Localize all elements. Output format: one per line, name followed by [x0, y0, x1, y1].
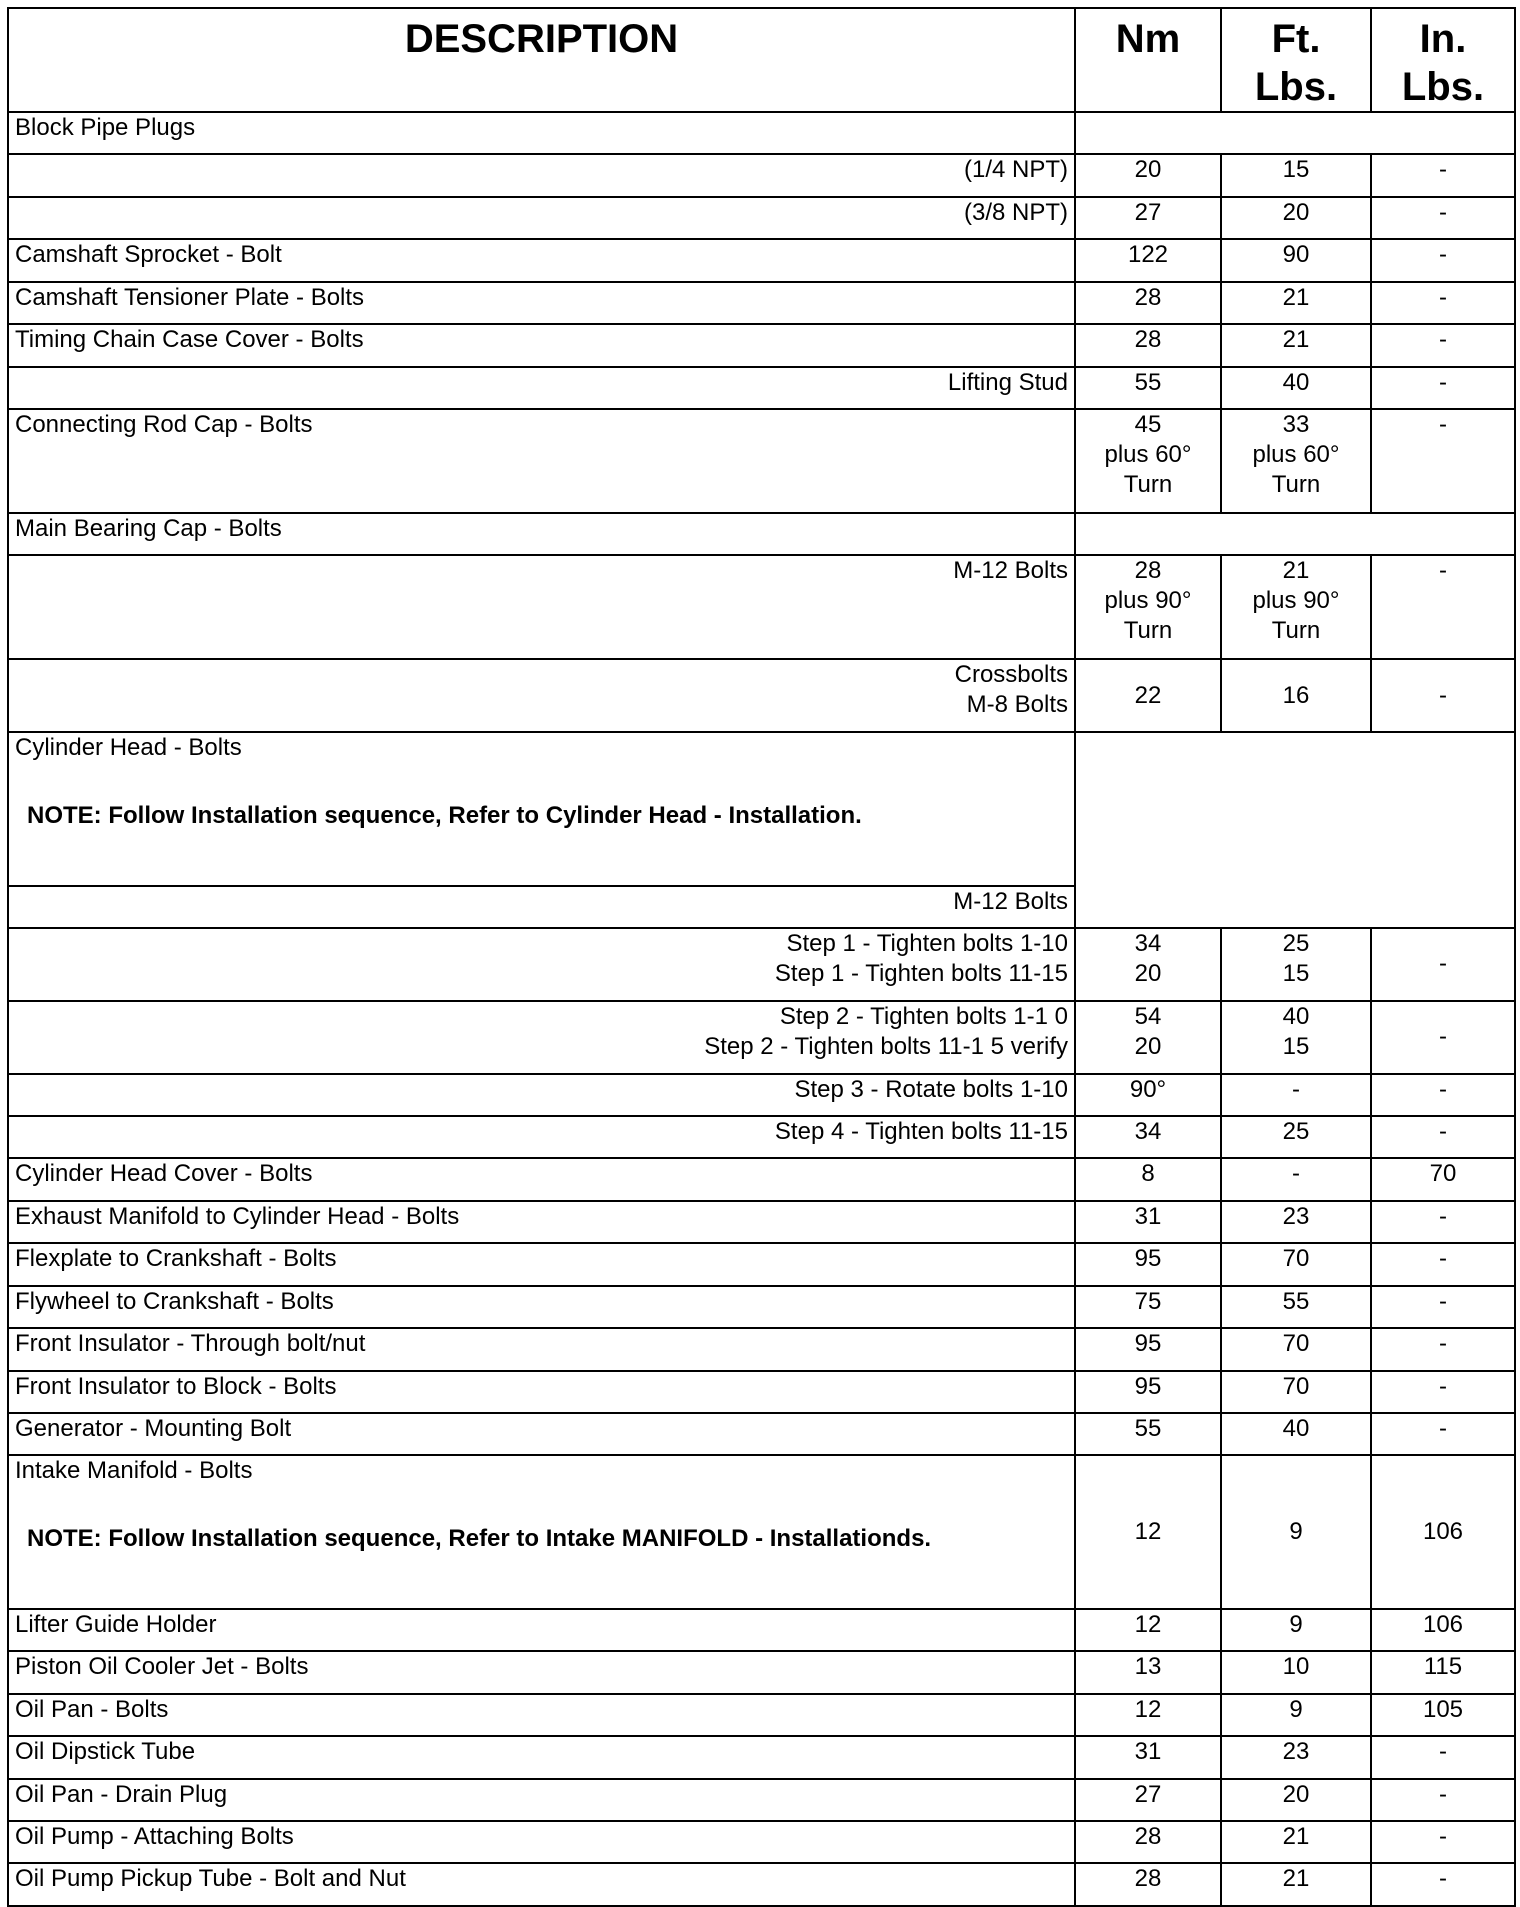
- nm-value: 28: [1075, 1863, 1221, 1906]
- nm-value: 28: [1075, 282, 1221, 324]
- table-row: [8, 282, 1515, 324]
- nm-value: 8: [1075, 1158, 1221, 1200]
- table-row: [8, 154, 1515, 196]
- row-description: Oil Pump Pickup Tube - Bolt and Nut: [8, 1863, 1075, 1906]
- table-row: [8, 555, 1515, 659]
- ft-lbs-value: 33 plus 60° Turn: [1221, 409, 1371, 513]
- table-row: [8, 1116, 1515, 1158]
- in-lbs-value: 70: [1371, 1158, 1515, 1200]
- table-row: [8, 1286, 1515, 1328]
- in-lbs-value: -: [1371, 1074, 1515, 1116]
- nm-value: 27: [1075, 1779, 1221, 1821]
- in-lbs-value: -: [1371, 1243, 1515, 1285]
- row-description: Generator - Mounting Bolt: [8, 1413, 1075, 1455]
- nm-value: 31: [1075, 1736, 1221, 1778]
- nm-value: 95: [1075, 1243, 1221, 1285]
- ft-lbs-value: 25: [1221, 1116, 1371, 1158]
- in-lbs-value: -: [1371, 1779, 1515, 1821]
- row-description: Crossbolts M-8 Bolts: [8, 659, 1075, 732]
- row-description: Piston Oil Cooler Jet - Bolts: [8, 1651, 1075, 1693]
- table-row: [8, 1074, 1515, 1116]
- nm-value: 28: [1075, 324, 1221, 366]
- row-description: Step 1 - Tighten bolts 1-10 Step 1 - Tighten bolts 11-15: [8, 928, 1075, 1001]
- in-lbs-value: -: [1371, 1286, 1515, 1328]
- ft-lbs-value: -: [1221, 1074, 1371, 1116]
- table-row: [8, 1158, 1515, 1200]
- cylinder-head-label: Cylinder Head - Bolts: [15, 734, 242, 762]
- row-description: Front Insulator - Through bolt/nut: [8, 1328, 1075, 1370]
- nm-value: 12: [1075, 1455, 1221, 1609]
- in-lbs-value: -: [1371, 1328, 1515, 1370]
- nm-value: 28: [1075, 1821, 1221, 1863]
- in-lbs-value: -: [1371, 1413, 1515, 1455]
- row-description: Camshaft Sprocket - Bolt: [8, 239, 1075, 281]
- nm-value: 12: [1075, 1694, 1221, 1736]
- header-row: [8, 8, 1515, 112]
- in-lbs-value: 106: [1371, 1455, 1515, 1609]
- in-lbs-value: 115: [1371, 1651, 1515, 1693]
- header-nm: Nm: [1075, 8, 1221, 112]
- table-row: [8, 1609, 1515, 1651]
- row-description: [8, 1455, 1075, 1609]
- table-row: [8, 197, 1515, 239]
- nm-value: 95: [1075, 1328, 1221, 1370]
- ft-lbs-value: 9: [1221, 1694, 1371, 1736]
- ft-lbs-value: 9: [1221, 1609, 1371, 1651]
- row-description: Step 4 - Tighten bolts 11-15: [8, 1116, 1075, 1158]
- table-row: [8, 659, 1515, 732]
- ft-lbs-value: -: [1221, 1158, 1371, 1200]
- empty-cell: [1075, 732, 1515, 928]
- ft-lbs-value: 9: [1221, 1455, 1371, 1609]
- table-row: [8, 1201, 1515, 1243]
- ft-lbs-value: 21 plus 90° Turn: [1221, 555, 1371, 659]
- nm-value: 122: [1075, 239, 1221, 281]
- in-lbs-value: -: [1371, 282, 1515, 324]
- in-lbs-value: -: [1371, 555, 1515, 659]
- row-description: Front Insulator to Block - Bolts: [8, 1371, 1075, 1413]
- table-row: [8, 1328, 1515, 1370]
- row-description: Flexplate to Crankshaft - Bolts: [8, 1243, 1075, 1285]
- in-lbs-value: -: [1371, 1863, 1515, 1906]
- table-row: [8, 732, 1515, 886]
- table-row: [8, 1001, 1515, 1074]
- ft-lbs-value: 70: [1221, 1328, 1371, 1370]
- row-description: Lifting Stud: [8, 367, 1075, 409]
- ft-lbs-value: 20: [1221, 1779, 1371, 1821]
- in-lbs-value: -: [1371, 928, 1515, 1001]
- ft-lbs-value: 16: [1221, 659, 1371, 732]
- in-lbs-value: -: [1371, 239, 1515, 281]
- nm-value: 34: [1075, 1116, 1221, 1158]
- row-description: Step 2 - Tighten bolts 1-1 0 Step 2 - Tighten bolts 11-1 5 verify: [8, 1001, 1075, 1074]
- nm-value: 28 plus 90° Turn: [1075, 555, 1221, 659]
- row-description: Oil Pump - Attaching Bolts: [8, 1821, 1075, 1863]
- ft-lbs-value: 40 15: [1221, 1001, 1371, 1074]
- row-description: Timing Chain Case Cover - Bolts: [8, 324, 1075, 366]
- intake-manifold-note: NOTE: Follow Installation sequence, Refer to Intake MANIFOLD - Installationds.: [27, 1525, 932, 1553]
- nm-value: 34 20: [1075, 928, 1221, 1001]
- ft-lbs-value: 90: [1221, 239, 1371, 281]
- in-lbs-value: 105: [1371, 1694, 1515, 1736]
- row-description: Oil Dipstick Tube: [8, 1736, 1075, 1778]
- ft-lbs-value: 21: [1221, 1821, 1371, 1863]
- nm-value: 12: [1075, 1609, 1221, 1651]
- torque-spec-table: [7, 7, 1516, 1907]
- table-row: [8, 239, 1515, 281]
- table-row: [8, 1371, 1515, 1413]
- in-lbs-value: 106: [1371, 1609, 1515, 1651]
- in-lbs-value: -: [1371, 1201, 1515, 1243]
- ft-lbs-value: 23: [1221, 1201, 1371, 1243]
- row-description: [8, 732, 1075, 886]
- table-row: [8, 513, 1515, 555]
- row-description: (3/8 NPT): [8, 197, 1075, 239]
- ft-lbs-value: 25 15: [1221, 928, 1371, 1001]
- ft-lbs-value: 40: [1221, 367, 1371, 409]
- nm-value: 22: [1075, 659, 1221, 732]
- ft-lbs-value: 40: [1221, 1413, 1371, 1455]
- in-lbs-value: -: [1371, 1371, 1515, 1413]
- row-description: (1/4 NPT): [8, 154, 1075, 196]
- header-description: DESCRIPTION: [8, 8, 1075, 112]
- ft-lbs-value: 23: [1221, 1736, 1371, 1778]
- nm-value: 75: [1075, 1286, 1221, 1328]
- row-description: Block Pipe Plugs: [8, 112, 1075, 154]
- nm-value: 31: [1075, 1201, 1221, 1243]
- nm-value: 54 20: [1075, 1001, 1221, 1074]
- ft-lbs-value: 21: [1221, 324, 1371, 366]
- ft-lbs-value: 21: [1221, 1863, 1371, 1906]
- row-description: Oil Pan - Bolts: [8, 1694, 1075, 1736]
- in-lbs-value: -: [1371, 1116, 1515, 1158]
- table-row: [8, 1736, 1515, 1778]
- table-row: [8, 409, 1515, 513]
- nm-value: 55: [1075, 367, 1221, 409]
- row-description: Camshaft Tensioner Plate - Bolts: [8, 282, 1075, 324]
- row-description: Lifter Guide Holder: [8, 1609, 1075, 1651]
- table-row: [8, 1651, 1515, 1693]
- nm-value: 90°: [1075, 1074, 1221, 1116]
- nm-value: 55: [1075, 1413, 1221, 1455]
- ft-lbs-value: 10: [1221, 1651, 1371, 1693]
- row-description: Main Bearing Cap - Bolts: [8, 513, 1075, 555]
- in-lbs-value: -: [1371, 197, 1515, 239]
- nm-value: 45 plus 60° Turn: [1075, 409, 1221, 513]
- in-lbs-value: -: [1371, 659, 1515, 732]
- in-lbs-value: -: [1371, 1821, 1515, 1863]
- row-description: Flywheel to Crankshaft - Bolts: [8, 1286, 1075, 1328]
- table-row: [8, 1243, 1515, 1285]
- table-row: [8, 324, 1515, 366]
- cylinder-head-note: NOTE: Follow Installation sequence, Refer to Cylinder Head - Installation.: [27, 802, 862, 830]
- ft-lbs-value: 20: [1221, 197, 1371, 239]
- in-lbs-value: -: [1371, 1001, 1515, 1074]
- in-lbs-value: -: [1371, 409, 1515, 513]
- table-row: [8, 1455, 1515, 1609]
- row-description: M-12 Bolts: [8, 886, 1075, 928]
- table-row: [8, 928, 1515, 1001]
- ft-lbs-value: 15: [1221, 154, 1371, 196]
- row-description: Cylinder Head Cover - Bolts: [8, 1158, 1075, 1200]
- row-description: Connecting Rod Cap - Bolts: [8, 409, 1075, 513]
- in-lbs-value: -: [1371, 154, 1515, 196]
- in-lbs-value: -: [1371, 367, 1515, 409]
- ft-lbs-value: 55: [1221, 1286, 1371, 1328]
- table-row: [8, 112, 1515, 154]
- ft-lbs-value: 70: [1221, 1243, 1371, 1285]
- row-description: Exhaust Manifold to Cylinder Head - Bolts: [8, 1201, 1075, 1243]
- table-row: [8, 1413, 1515, 1455]
- nm-value: 20: [1075, 154, 1221, 196]
- ft-lbs-value: 21: [1221, 282, 1371, 324]
- nm-value: 13: [1075, 1651, 1221, 1693]
- table-row: [8, 367, 1515, 409]
- row-description: Oil Pan - Drain Plug: [8, 1779, 1075, 1821]
- empty-cell: [1075, 513, 1515, 555]
- in-lbs-value: -: [1371, 324, 1515, 366]
- header-in-lbs: In. Lbs.: [1371, 8, 1515, 112]
- row-description: Step 3 - Rotate bolts 1-10: [8, 1074, 1075, 1116]
- nm-value: 27: [1075, 197, 1221, 239]
- table-row: [8, 1821, 1515, 1863]
- table-row: [8, 1694, 1515, 1736]
- in-lbs-value: -: [1371, 1736, 1515, 1778]
- header-ft-lbs: Ft. Lbs.: [1221, 8, 1371, 112]
- row-description: M-12 Bolts: [8, 555, 1075, 659]
- empty-cell: [1075, 112, 1515, 154]
- intake-manifold-label: Intake Manifold - Bolts: [15, 1457, 253, 1485]
- nm-value: 95: [1075, 1371, 1221, 1413]
- ft-lbs-value: 70: [1221, 1371, 1371, 1413]
- table-row: [8, 1779, 1515, 1821]
